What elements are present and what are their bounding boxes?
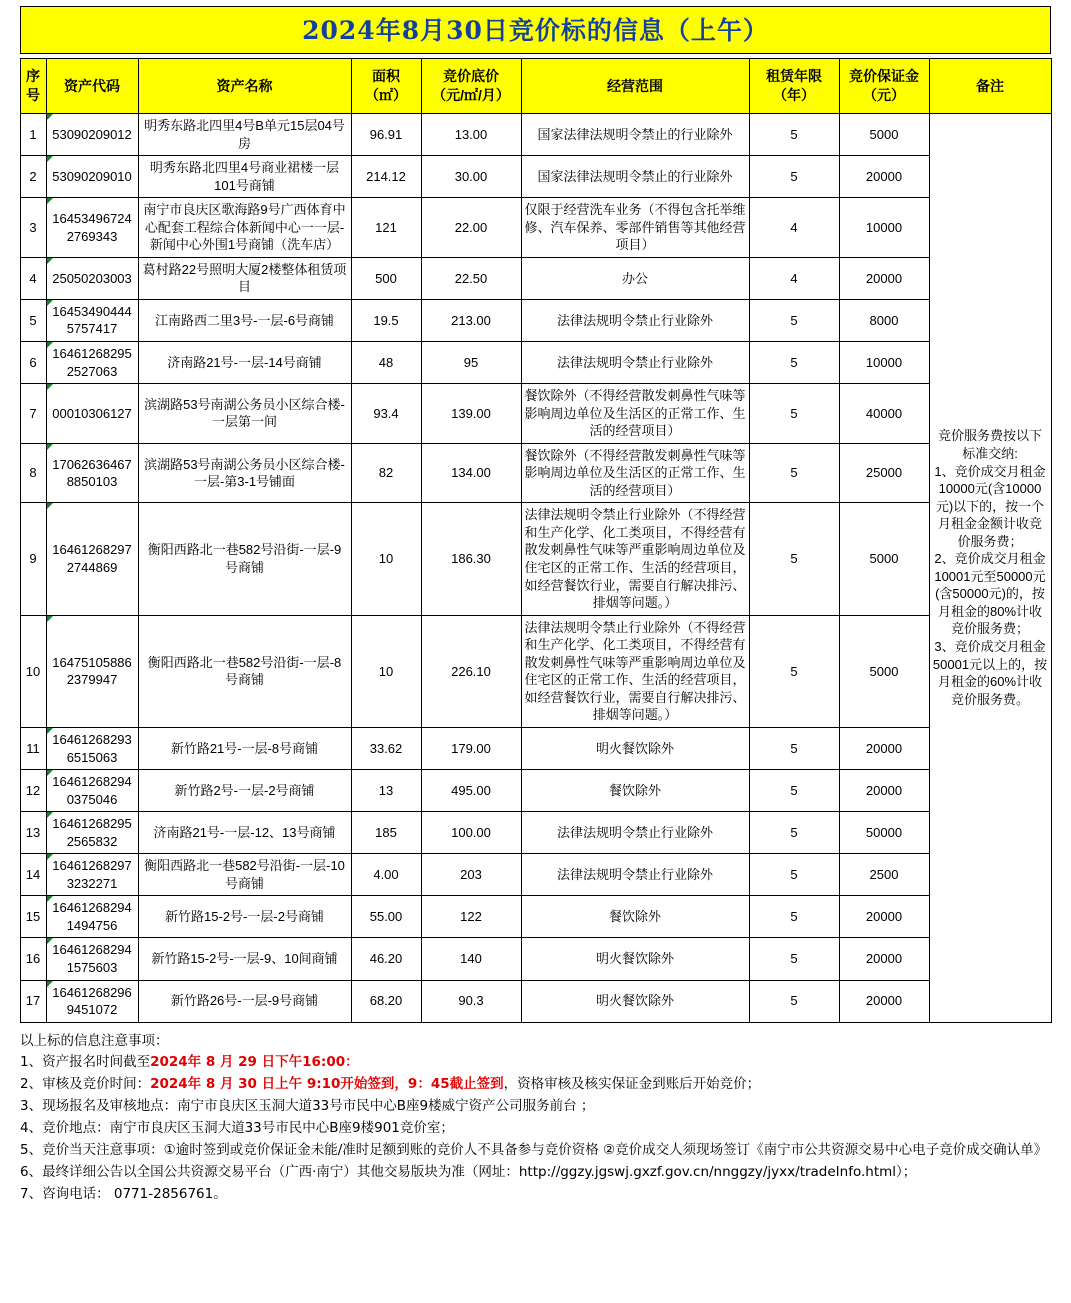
cell-lease-years: 4 <box>749 257 839 299</box>
cell-base-price: 22.00 <box>421 198 521 258</box>
header-asset-code: 资产代码 <box>46 59 138 114</box>
cell-area: 93.4 <box>351 384 421 444</box>
cell-asset-name: 新竹路15-2号-一层-2号商铺 <box>138 896 351 938</box>
cell-asset-code: 25050203003 <box>46 257 138 299</box>
table-body <box>20 114 1051 1023</box>
cell-deposit: 10000 <box>839 342 929 384</box>
footer-line <box>20 1096 1051 1118</box>
cell-deposit: 20000 <box>839 896 929 938</box>
cell-area: 19.5 <box>351 299 421 341</box>
cell-lease-years: 5 <box>749 299 839 341</box>
remark-item: 2、竞价成交月租金10001元至50000元(含50000元)的，按月租金的80%计收竞价服务费； <box>934 551 1046 637</box>
cell-asset-name: 明秀东路北四里4号B单元15层04号房 <box>138 114 351 156</box>
cell-base-price: 139.00 <box>421 384 521 444</box>
cell-asset-name: 新竹路26号-一层-9号商铺 <box>138 980 351 1022</box>
header-lease-years: 租赁年限 （年） <box>749 59 839 114</box>
cell-base-price: 495.00 <box>421 770 521 812</box>
cell-base-price: 226.10 <box>421 615 521 727</box>
cell-asset-code: 164612682972744869 <box>46 503 138 615</box>
table-row <box>20 342 1051 384</box>
cell-lease-years: 5 <box>749 896 839 938</box>
cell-deposit: 2500 <box>839 854 929 896</box>
table-row <box>20 615 1051 727</box>
remark-item: 3、竞价成交月租金50001元以上的，按月租金的60%计收竞价服务费。 <box>932 638 1048 707</box>
cell-area: 121 <box>351 198 421 258</box>
cell-base-price: 140 <box>421 938 521 980</box>
cell-index: 4 <box>20 257 46 299</box>
footer-text: 4、竞价地点：南宁市良庆区玉洞大道33号市民中心B座9楼901竞价室； <box>20 1120 454 1137</box>
cell-deposit: 20000 <box>839 938 929 980</box>
cell-lease-years: 5 <box>749 727 839 769</box>
cell-asset-name: 江南路西二里3号-一层-6号商铺 <box>138 299 351 341</box>
cell-index: 14 <box>20 854 46 896</box>
cell-business-scope: 餐饮除外（不得经营散发刺鼻性气味等影响周边单位及生活区的正常工作、生活的经营项目） <box>521 443 749 503</box>
cell-index: 10 <box>20 615 46 727</box>
cell-index: 8 <box>20 443 46 503</box>
cell-business-scope: 明火餐饮除外 <box>521 938 749 980</box>
cell-base-price: 186.30 <box>421 503 521 615</box>
cell-area: 500 <box>351 257 421 299</box>
cell-deposit: 20000 <box>839 257 929 299</box>
cell-lease-years: 5 <box>749 156 839 198</box>
cell-lease-years: 5 <box>749 342 839 384</box>
footer-highlight: 2024年 8 月 30 日上午 9:10开始签到，9：45截止签到 <box>150 1076 504 1093</box>
footer-line <box>20 1162 1051 1184</box>
table-row <box>20 114 1051 156</box>
cell-base-price: 13.00 <box>421 114 521 156</box>
footer-text-tail: ，资格审核及核实保证金到账后开始竞价； <box>503 1076 761 1093</box>
cell-business-scope: 法律法规明令禁止行业除外 <box>521 854 749 896</box>
footer-line <box>20 1074 1051 1096</box>
auction-table <box>20 58 1052 1023</box>
cell-deposit: 50000 <box>839 812 929 854</box>
cell-business-scope: 法律法规明令禁止行业除外（不得经营和生产化学、化工类项目，不得经营有散发刺鼻性气味等严重影响周边单位及住宅区的正常工作、生活的经营项目，如经营餐饮行业，需要自行解决排污、排烟等问题。） <box>521 615 749 727</box>
cell-business-scope: 餐饮除外 <box>521 770 749 812</box>
cell-business-scope: 法律法规明令禁止行业除外 <box>521 812 749 854</box>
footer-text: 2、审核及竞价时间： <box>20 1076 151 1093</box>
table-header-row <box>20 59 1051 114</box>
cell-asset-code: 164612682940375046 <box>46 770 138 812</box>
cell-base-price: 179.00 <box>421 727 521 769</box>
cell-business-scope: 仅限于经营洗车业务（不得包含托举维修、汽车保养、零部件销售等其他经营项目） <box>521 198 749 258</box>
cell-lease-years: 5 <box>749 503 839 615</box>
footer-line <box>20 1140 1051 1162</box>
cell-business-scope: 法律法规明令禁止行业除外 <box>521 342 749 384</box>
cell-area: 68.20 <box>351 980 421 1022</box>
cell-business-scope: 办公 <box>521 257 749 299</box>
header-remark: 备注 <box>929 59 1051 114</box>
cell-lease-years: 5 <box>749 980 839 1022</box>
cell-lease-years: 5 <box>749 938 839 980</box>
footer-line-list <box>20 1052 1051 1205</box>
cell-asset-code: 164534967242769343 <box>46 198 138 258</box>
cell-asset-name: 新竹路15-2号-一层-9、10间商铺 <box>138 938 351 980</box>
cell-asset-code: 53090209012 <box>46 114 138 156</box>
cell-lease-years: 5 <box>749 615 839 727</box>
cell-deposit: 8000 <box>839 299 929 341</box>
cell-index: 5 <box>20 299 46 341</box>
cell-area: 10 <box>351 615 421 727</box>
cell-area: 13 <box>351 770 421 812</box>
table-row <box>20 812 1051 854</box>
table-row <box>20 156 1051 198</box>
cell-area: 48 <box>351 342 421 384</box>
cell-deposit: 20000 <box>839 980 929 1022</box>
auction-info-page <box>0 6 1071 1303</box>
cell-asset-name: 衡阳西路北一巷582号沿街-一层-9号商铺 <box>138 503 351 615</box>
cell-deposit: 20000 <box>839 770 929 812</box>
cell-area: 10 <box>351 503 421 615</box>
cell-base-price: 122 <box>421 896 521 938</box>
cell-business-scope: 法律法规明令禁止行业除外（不得经营和生产化学、化工类项目，不得经营有散发刺鼻性气味等严重影响周边单位及住宅区的正常工作、生活的经营项目，如经营餐饮行业，需要自行解决排污、排烟等问题。） <box>521 503 749 615</box>
cell-remark-merged <box>929 114 1051 1023</box>
cell-business-scope: 餐饮除外（不得经营散发刺鼻性气味等影响周边单位及生活区的正常工作、生活的经营项目） <box>521 384 749 444</box>
cell-asset-name: 新竹路2号-一层-2号商铺 <box>138 770 351 812</box>
footer-text: 5、竞价当天注意事项：①逾时签到或竞价保证金未能/准时足额到账的竞价人不具备参与竞价资格 ②竞价成交人须现场签订《南宁市公共资源交易中心电子竞价成交确认单》 <box>20 1141 1048 1158</box>
header-area: 面积 （㎡） <box>351 59 421 114</box>
cell-asset-code: 170626364678850103 <box>46 443 138 503</box>
header-deposit: 竞价保证金 （元） <box>839 59 929 114</box>
table-row <box>20 727 1051 769</box>
header-asset-name: 资产名称 <box>138 59 351 114</box>
footer-line <box>20 1052 1051 1074</box>
page-title: 2024年8月30日竞价标的信息（上午） <box>20 6 1051 54</box>
cell-asset-name: 葛村路22号照明大厦2楼整体租赁项目 <box>138 257 351 299</box>
table-row <box>20 896 1051 938</box>
cell-lease-years: 5 <box>749 443 839 503</box>
cell-deposit: 5000 <box>839 615 929 727</box>
cell-index: 12 <box>20 770 46 812</box>
cell-business-scope: 法律法规明令禁止行业除外 <box>521 299 749 341</box>
cell-index: 17 <box>20 980 46 1022</box>
cell-area: 46.20 <box>351 938 421 980</box>
cell-business-scope: 国家法律法规明令禁止的行业除外 <box>521 156 749 198</box>
header-index: 序 号 <box>20 59 46 114</box>
cell-area: 214.12 <box>351 156 421 198</box>
cell-deposit: 20000 <box>839 727 929 769</box>
cell-asset-name: 新竹路21号-一层-8号商铺 <box>138 727 351 769</box>
cell-business-scope: 明火餐饮除外 <box>521 727 749 769</box>
cell-deposit: 10000 <box>839 198 929 258</box>
cell-asset-code: 164534904445757417 <box>46 299 138 341</box>
cell-asset-name: 滨湖路53号南湖公务员小区综合楼-一层-第3-1号铺面 <box>138 443 351 503</box>
cell-lease-years: 5 <box>749 812 839 854</box>
cell-asset-name: 南宁市良庆区歌海路9号广西体育中心配套工程综合体新闻中心一一层-新闻中心外围1号商铺（洗车店） <box>138 198 351 258</box>
footer-highlight: 2024年 8 月 29 日下午16:00： <box>150 1054 359 1071</box>
cell-asset-code: 53090209010 <box>46 156 138 198</box>
footer-notes <box>20 1031 1051 1206</box>
cell-area: 33.62 <box>351 727 421 769</box>
header-base-price: 竞价底价 （元/㎡/月） <box>421 59 521 114</box>
cell-area: 82 <box>351 443 421 503</box>
cell-deposit: 40000 <box>839 384 929 444</box>
cell-area: 185 <box>351 812 421 854</box>
cell-base-price: 90.3 <box>421 980 521 1022</box>
cell-asset-code: 164612682941575603 <box>46 938 138 980</box>
cell-asset-code: 164612682936515063 <box>46 727 138 769</box>
cell-index: 6 <box>20 342 46 384</box>
cell-business-scope: 国家法律法规明令禁止的行业除外 <box>521 114 749 156</box>
cell-index: 3 <box>20 198 46 258</box>
cell-asset-name: 滨湖路53号南湖公务员小区综合楼-一层第一间 <box>138 384 351 444</box>
cell-index: 11 <box>20 727 46 769</box>
cell-asset-code: 164612682952565832 <box>46 812 138 854</box>
cell-asset-code: 00010306127 <box>46 384 138 444</box>
cell-base-price: 100.00 <box>421 812 521 854</box>
remark-title: 竞价服务费按以下标准交纳: <box>937 428 1042 461</box>
table-row <box>20 384 1051 444</box>
cell-asset-name: 衡阳西路北一巷582号沿街-一层-10号商铺 <box>138 854 351 896</box>
cell-asset-name: 济南路21号-一层-14号商铺 <box>138 342 351 384</box>
cell-asset-name: 衡阳西路北一巷582号沿街-一层-8号商铺 <box>138 615 351 727</box>
table-row <box>20 198 1051 258</box>
footer-text: 7、咨询电话： 0771-2856761。 <box>20 1185 227 1202</box>
cell-deposit: 25000 <box>839 443 929 503</box>
cell-index: 16 <box>20 938 46 980</box>
cell-base-price: 30.00 <box>421 156 521 198</box>
cell-lease-years: 5 <box>749 854 839 896</box>
cell-index: 2 <box>20 156 46 198</box>
table-row <box>20 854 1051 896</box>
footer-text: 6、最终详细公告以全国公共资源交易平台（广西·南宁）其他交易版块为准（网址：http://ggzy.jgswj.gxzf.gov.cn/nnggzy/jyxx/tradeInfo.html）； <box>20 1163 917 1180</box>
cell-area: 96.91 <box>351 114 421 156</box>
cell-lease-years: 4 <box>749 198 839 258</box>
footer-text: 3、现场报名及审核地点：南宁市良庆区玉洞大道33号市民中心B座9楼威宁资产公司服务前台 ； <box>20 1098 595 1115</box>
cell-asset-code: 164612682973232271 <box>46 854 138 896</box>
cell-lease-years: 5 <box>749 114 839 156</box>
cell-base-price: 134.00 <box>421 443 521 503</box>
cell-area: 55.00 <box>351 896 421 938</box>
cell-index: 1 <box>20 114 46 156</box>
cell-asset-code: 164612682941494756 <box>46 896 138 938</box>
cell-asset-code: 164612682969451072 <box>46 980 138 1022</box>
table-row <box>20 980 1051 1022</box>
footer-line <box>20 1184 1051 1206</box>
cell-index: 9 <box>20 503 46 615</box>
table-row <box>20 938 1051 980</box>
cell-business-scope: 餐饮除外 <box>521 896 749 938</box>
footer-heading: 以上标的信息注意事项： <box>20 1032 169 1049</box>
cell-area: 4.00 <box>351 854 421 896</box>
table-row <box>20 443 1051 503</box>
cell-business-scope: 明火餐饮除外 <box>521 980 749 1022</box>
cell-index: 7 <box>20 384 46 444</box>
cell-index: 15 <box>20 896 46 938</box>
cell-asset-code: 164612682952527063 <box>46 342 138 384</box>
footer-line <box>20 1118 1051 1140</box>
header-business-scope: 经营范围 <box>521 59 749 114</box>
cell-asset-name: 明秀东路北四里4号商业裙楼一层101号商铺 <box>138 156 351 198</box>
cell-base-price: 95 <box>421 342 521 384</box>
table-row <box>20 299 1051 341</box>
table-row <box>20 770 1051 812</box>
cell-deposit: 20000 <box>839 156 929 198</box>
cell-asset-code: 164751058862379947 <box>46 615 138 727</box>
cell-asset-name: 济南路21号-一层-12、13号商铺 <box>138 812 351 854</box>
cell-index: 13 <box>20 812 46 854</box>
table-row <box>20 503 1051 615</box>
cell-deposit: 5000 <box>839 114 929 156</box>
cell-base-price: 22.50 <box>421 257 521 299</box>
table-row <box>20 257 1051 299</box>
cell-base-price: 203 <box>421 854 521 896</box>
cell-base-price: 213.00 <box>421 299 521 341</box>
cell-deposit: 5000 <box>839 503 929 615</box>
cell-lease-years: 5 <box>749 770 839 812</box>
footer-text: 1、资产报名时间截至 <box>20 1054 151 1071</box>
cell-lease-years: 5 <box>749 384 839 444</box>
remark-item: 1、竞价成交月租金10000元(含10000元)以下的，按一个月租金金额计收竞价服务费； <box>934 463 1046 549</box>
